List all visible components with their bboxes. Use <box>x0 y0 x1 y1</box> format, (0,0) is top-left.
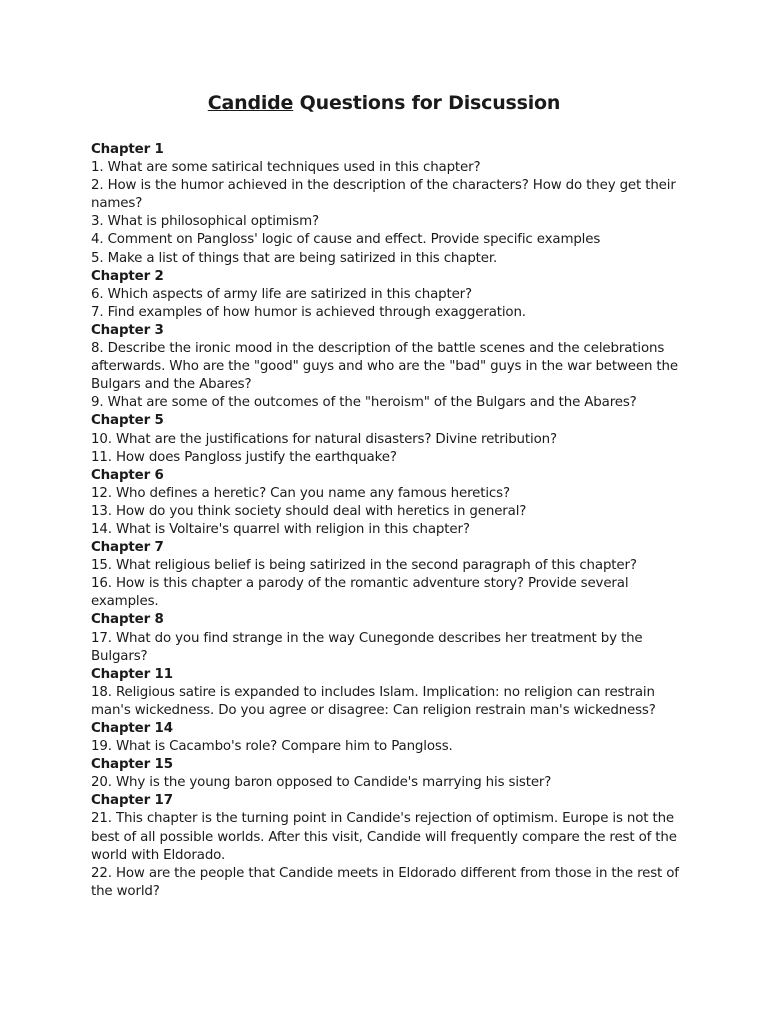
chapter-heading: Chapter 8 <box>91 612 164 628</box>
question-item: 10. What are the justifications for natural disasters? Divine retribution? <box>91 431 557 447</box>
question-item: 21. This chapter is the turning point in Candide's rejection of optimism. Europe is not the best of all possible worlds. After this visit, Candide will frequently compare the rest of the world with Eldorado. <box>91 811 677 863</box>
chapter-heading: Chapter 5 <box>91 413 164 429</box>
question-item: 19. What is Cacambo's role? Compare him to Pangloss. <box>91 739 453 755</box>
title-book-name: Candide <box>207 92 294 114</box>
question-item: 3. What is philosophical optimism? <box>91 214 319 230</box>
chapter-heading: Chapter 2 <box>91 268 164 284</box>
question-item: 5. Make a list of things that are being satirized in this chapter. <box>91 250 498 266</box>
question-item: 1. What are some satirical techniques used in this chapter? <box>91 160 481 176</box>
question-item: 7. Find examples of how humor is achieved through exaggeration. <box>91 304 526 320</box>
question-item: 18. Religious satire is expanded to includes Islam. Implication: no religion can restrain man's wickedness. Do you agree or disagree: Can religion restrain man's wickedness? <box>91 684 656 718</box>
chapter-heading: Chapter 7 <box>91 540 164 556</box>
question-item: 4. Comment on Pangloss' logic of cause and effect. Provide specific examples <box>91 232 601 248</box>
question-item: 8. Describe the ironic mood in the description of the battle scenes and the celebrations afterwards. Who are the "good" guys and who are the "bad" guys in the war between the Bulgars and the Abares? <box>91 341 678 393</box>
chapter-heading: Chapter 17 <box>91 793 173 809</box>
question-item: 16. How is this chapter a parody of the romantic adventure story? Provide several examples. <box>91 576 629 610</box>
question-item: 6. Which aspects of army life are satirized in this chapter? <box>91 286 472 302</box>
question-item: 9. What are some of the outcomes of the "heroism" of the Bulgars and the Abares? <box>91 395 637 411</box>
question-item: 12. Who defines a heretic? Can you name any famous heretics? <box>91 485 510 501</box>
questions-list <box>91 141 691 901</box>
document-title <box>0 92 768 114</box>
chapter-heading: Chapter 1 <box>91 142 164 157</box>
chapter-heading: Chapter 3 <box>91 322 164 338</box>
question-item: 2. How is the humor achieved in the description of the characters? How do they get their names? <box>91 178 676 212</box>
chapter-heading: Chapter 6 <box>91 467 164 483</box>
question-item: 20. Why is the young baron opposed to Candide's marrying his sister? <box>91 775 552 791</box>
chapter-heading: Chapter 11 <box>91 666 173 682</box>
question-item: 15. What religious belief is being satirized in the second paragraph of this chapter? <box>91 558 637 574</box>
chapter-heading: Chapter 14 <box>91 721 173 736</box>
chapter-heading: Chapter 15 <box>91 757 173 773</box>
question-item: 11. How does Pangloss justify the earthquake? <box>91 449 397 465</box>
question-item: 22. How are the people that Candide meets in Eldorado different from those in the rest of the world? <box>91 865 679 899</box>
question-item: 14. What is Voltaire's quarrel with religion in this chapter? <box>91 521 470 537</box>
title-rest: Questions for Discussion <box>293 92 561 114</box>
question-item: 13. How do you think society should deal with heretics in general? <box>91 503 527 519</box>
question-item: 17. What do you find strange in the way Cunegonde describes her treatment by the Bulgars? <box>91 630 643 664</box>
